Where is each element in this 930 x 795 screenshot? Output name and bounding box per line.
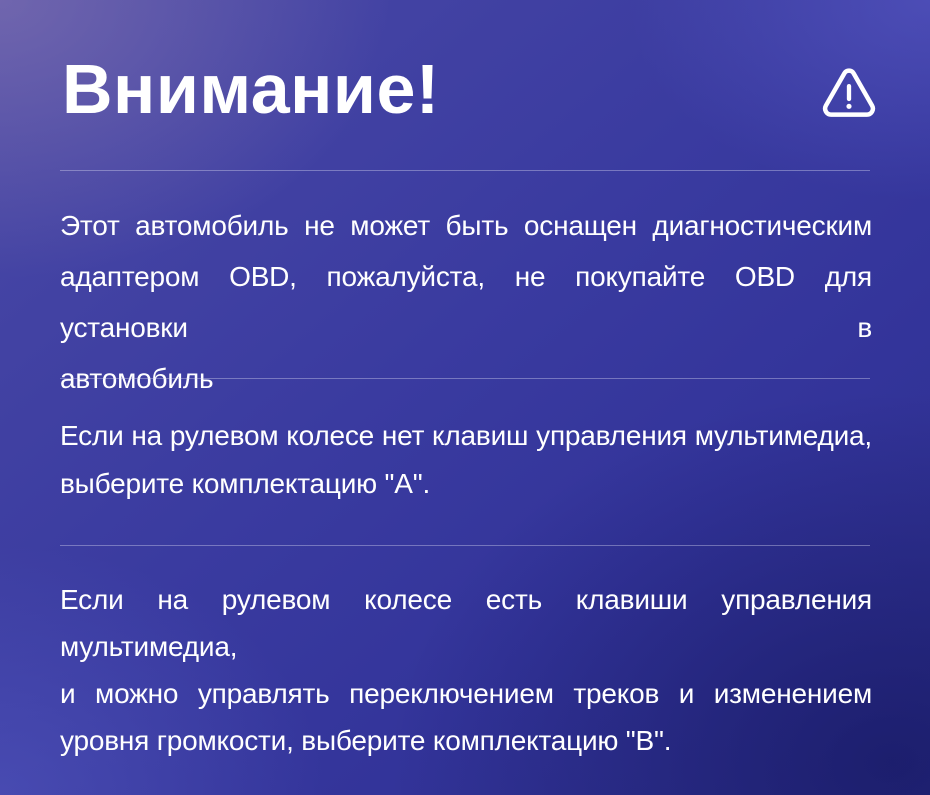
paragraph-trim-b (60, 576, 872, 764)
paragraph-line: Этот автомобиль не может быть оснащен диагностическим (60, 210, 872, 241)
paragraph-trim-a (60, 412, 872, 508)
warning-triangle-icon (818, 64, 880, 127)
paragraph-line: автомобиль (60, 363, 214, 394)
card-header (62, 50, 880, 128)
paragraph-line: уровня громкости, выберите комплектацию "В". (60, 725, 672, 756)
paragraph-line: Если на рулевом колесе нет клавиш управления мультимедиа, (60, 420, 872, 451)
page-title: Внимание! (62, 50, 440, 128)
paragraph-obd-warning (60, 200, 872, 404)
paragraph-line: выберите комплектацию "А". (60, 468, 431, 499)
divider (60, 545, 870, 546)
divider (60, 378, 870, 379)
paragraph-line: и можно управлять переключением треков и изменением (60, 678, 872, 709)
paragraph-line: Если на рулевом колесе есть клавиши управления мультимедиа, (60, 584, 872, 662)
paragraph-line: адаптером OBD, пожалуйста, не покупайте OBD для установки в (60, 261, 872, 343)
divider (60, 170, 870, 171)
